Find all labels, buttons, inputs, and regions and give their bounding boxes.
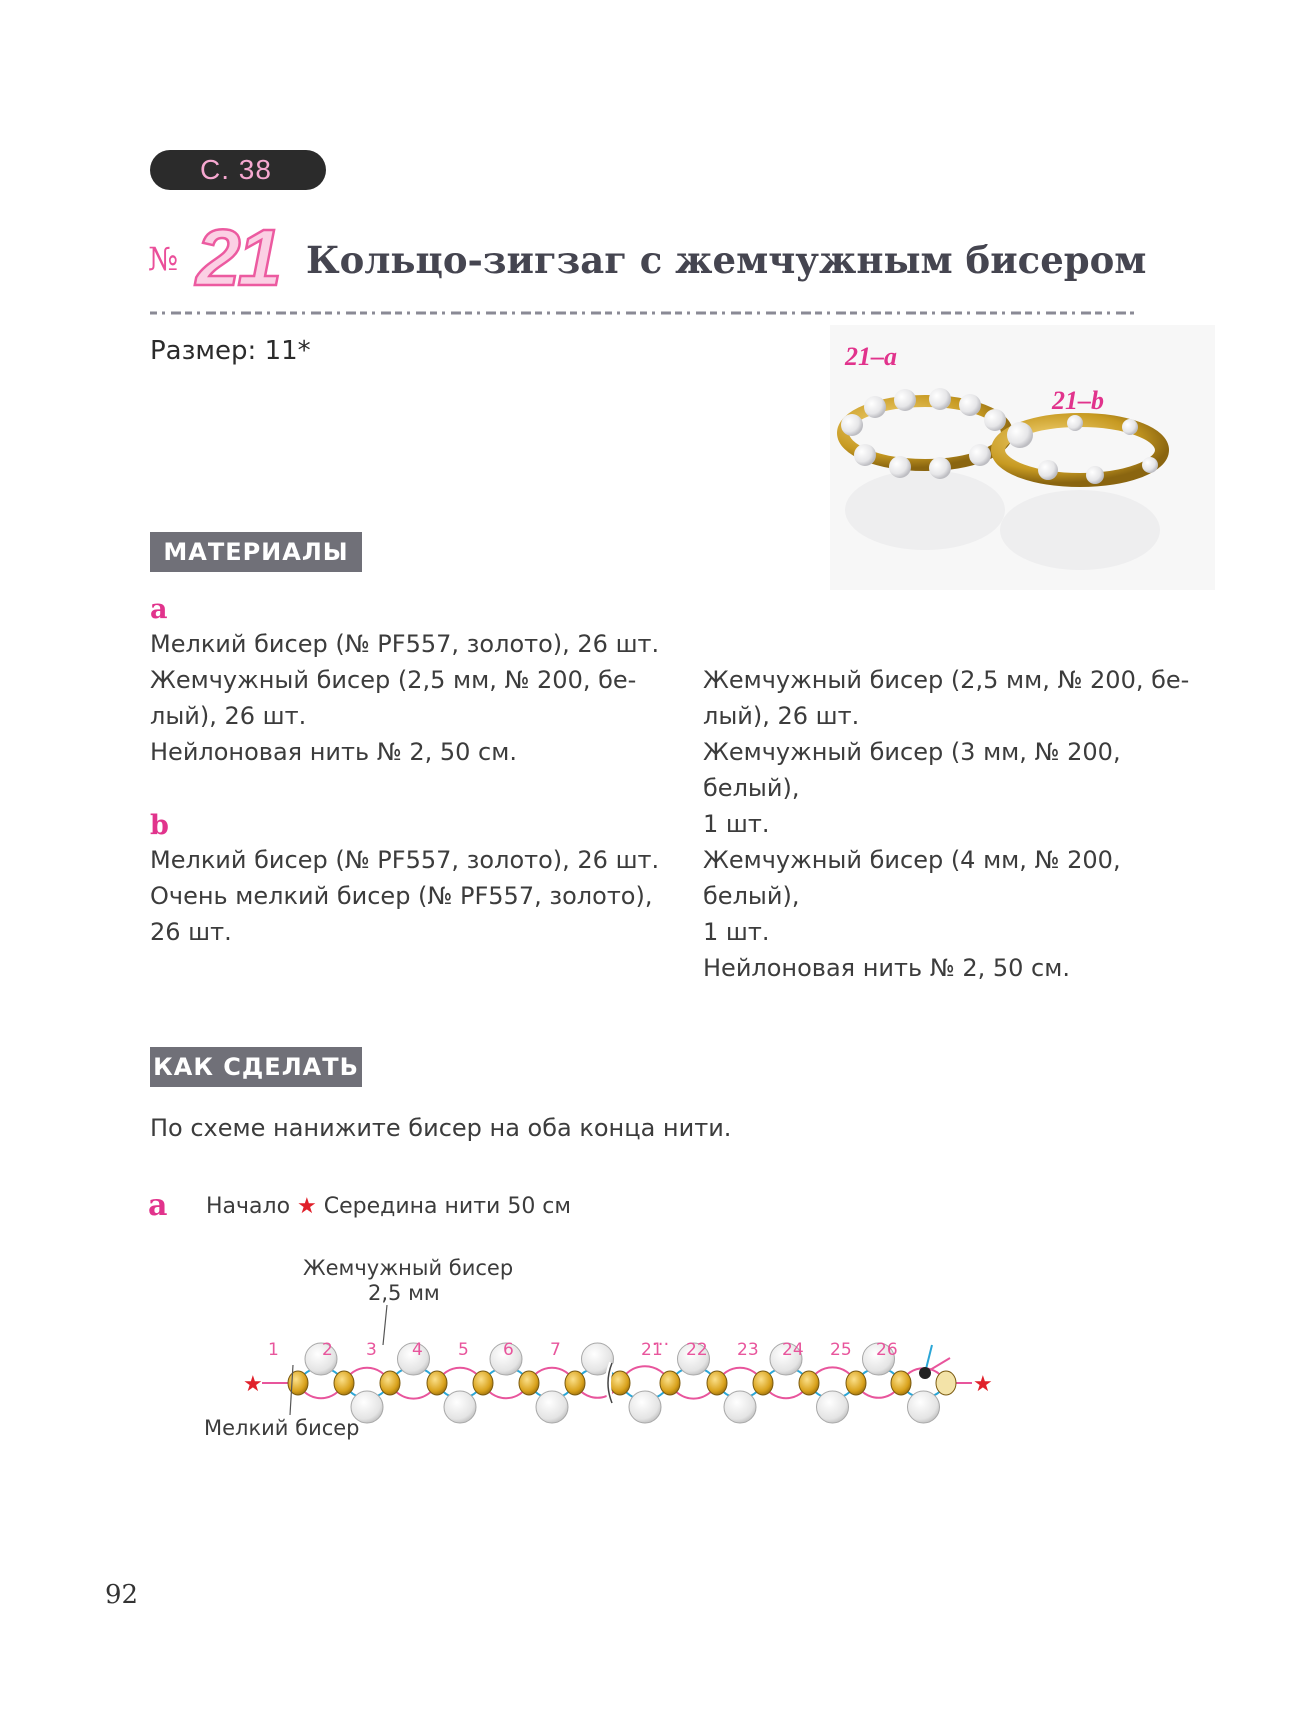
bead-number: 2	[322, 1340, 333, 1360]
bead-number: 5	[458, 1340, 469, 1360]
start-label: Начало	[206, 1194, 291, 1219]
list-item: Мелкий бисер (№ PF557, золото), 26 шт.	[150, 630, 660, 658]
seed-bead	[334, 1371, 354, 1395]
ring-a	[841, 388, 1007, 479]
ellipsis-label: ...	[652, 1329, 670, 1350]
diagram-legend	[206, 1194, 571, 1219]
bead-number: 4	[412, 1340, 423, 1360]
photo-label-a: 21–a	[845, 342, 897, 371]
list-item: Очень мелкий бисер (№ PF557, золото),	[150, 882, 653, 910]
pearl-bead	[629, 1391, 661, 1423]
list-item: 1 шт.	[703, 810, 770, 838]
list-item: Мелкий бисер (№ PF557, золото), 26 шт.	[150, 846, 660, 874]
variant-b-letter: b	[150, 810, 169, 841]
page-reference-badge: С. 38	[150, 150, 326, 190]
seed-bead	[473, 1371, 493, 1395]
page-title: Кольцо-зигзаг с жемчужным бисером	[306, 238, 1147, 282]
seed-bead	[799, 1371, 819, 1395]
photo-label-b: 21–b	[1052, 386, 1104, 415]
seed-bead	[610, 1371, 630, 1395]
seed-bead-label: Мелкий бисер	[204, 1416, 360, 1440]
bead-number: 24	[782, 1340, 804, 1360]
star-icon: ★	[973, 1372, 993, 1397]
knot-bead	[919, 1367, 931, 1379]
pearl-bead-label: Жемчужный бисер	[303, 1256, 514, 1280]
seed-bead	[707, 1371, 727, 1395]
how-to-heading: КАК СДЕЛАТЬ	[150, 1047, 362, 1087]
bead-number: 22	[686, 1340, 708, 1360]
materials-b-list-continued	[703, 662, 1223, 986]
ring-b	[998, 415, 1162, 484]
list-item: 26 шт.	[150, 918, 232, 946]
pearl-bead	[724, 1391, 756, 1423]
seed-bead	[891, 1371, 911, 1395]
materials-heading: МАТЕРИАЛЫ	[150, 532, 362, 572]
middle-label: Середина нити 50 см	[323, 1194, 571, 1219]
beading-diagram	[180, 1245, 1080, 1455]
pearl-bead	[536, 1391, 568, 1423]
seed-bead	[753, 1371, 773, 1395]
seed-bead	[427, 1371, 447, 1395]
seed-bead	[380, 1371, 400, 1395]
list-item: Жемчужный бисер (2,5 мм, № 200, бе-	[150, 666, 637, 694]
pearl-bead	[817, 1391, 849, 1423]
pearl-bead	[444, 1391, 476, 1423]
materials-b-list	[150, 842, 670, 950]
list-item: Жемчужный бисер (2,5 мм, № 200, бе-	[703, 666, 1190, 694]
bead-number: 7	[550, 1340, 561, 1360]
bead-number: 6	[503, 1340, 514, 1360]
list-item: лый), 26 шт.	[150, 702, 307, 730]
instruction-text: По схеме нанижите бисер на оба конца нити.	[150, 1114, 732, 1142]
project-number: 21	[196, 213, 279, 302]
variant-a-letter: a	[150, 594, 168, 625]
list-item: лый), 26 шт.	[703, 702, 860, 730]
list-item: Жемчужный бисер (3 мм, № 200, белый),	[703, 738, 1121, 802]
seed-bead	[565, 1371, 585, 1395]
seed-bead	[846, 1371, 866, 1395]
bead-number: 25	[830, 1340, 852, 1360]
diagram-letter: a	[148, 1188, 168, 1223]
seed-bead	[519, 1371, 539, 1395]
list-item: Жемчужный бисер (4 мм, № 200, белый),	[703, 846, 1121, 910]
number-sign: №	[148, 240, 179, 278]
star-icon: ★	[243, 1372, 263, 1397]
seed-bead	[936, 1371, 956, 1395]
page-number: 92	[105, 1580, 139, 1610]
seed-bead	[660, 1371, 680, 1395]
pearl-bead-size-label: 2,5 мм	[368, 1281, 440, 1305]
bead-number: 21	[641, 1340, 663, 1360]
materials-a-list	[150, 626, 670, 770]
ring-size: Размер: 11*	[150, 336, 311, 366]
bead-number: 23	[737, 1340, 759, 1360]
list-item: Нейлоновая нить № 2, 50 см.	[150, 738, 517, 766]
dotted-divider	[150, 310, 1134, 316]
list-item: Нейлоновая нить № 2, 50 см.	[703, 954, 1070, 982]
bead-number: 1	[268, 1340, 279, 1360]
pearl-bead	[908, 1391, 940, 1423]
list-item: 1 шт.	[703, 918, 770, 946]
bead-number: 3	[366, 1340, 377, 1360]
star-icon: ★	[297, 1194, 317, 1219]
bead-number: 26	[876, 1340, 898, 1360]
rings-photo	[830, 325, 1215, 590]
